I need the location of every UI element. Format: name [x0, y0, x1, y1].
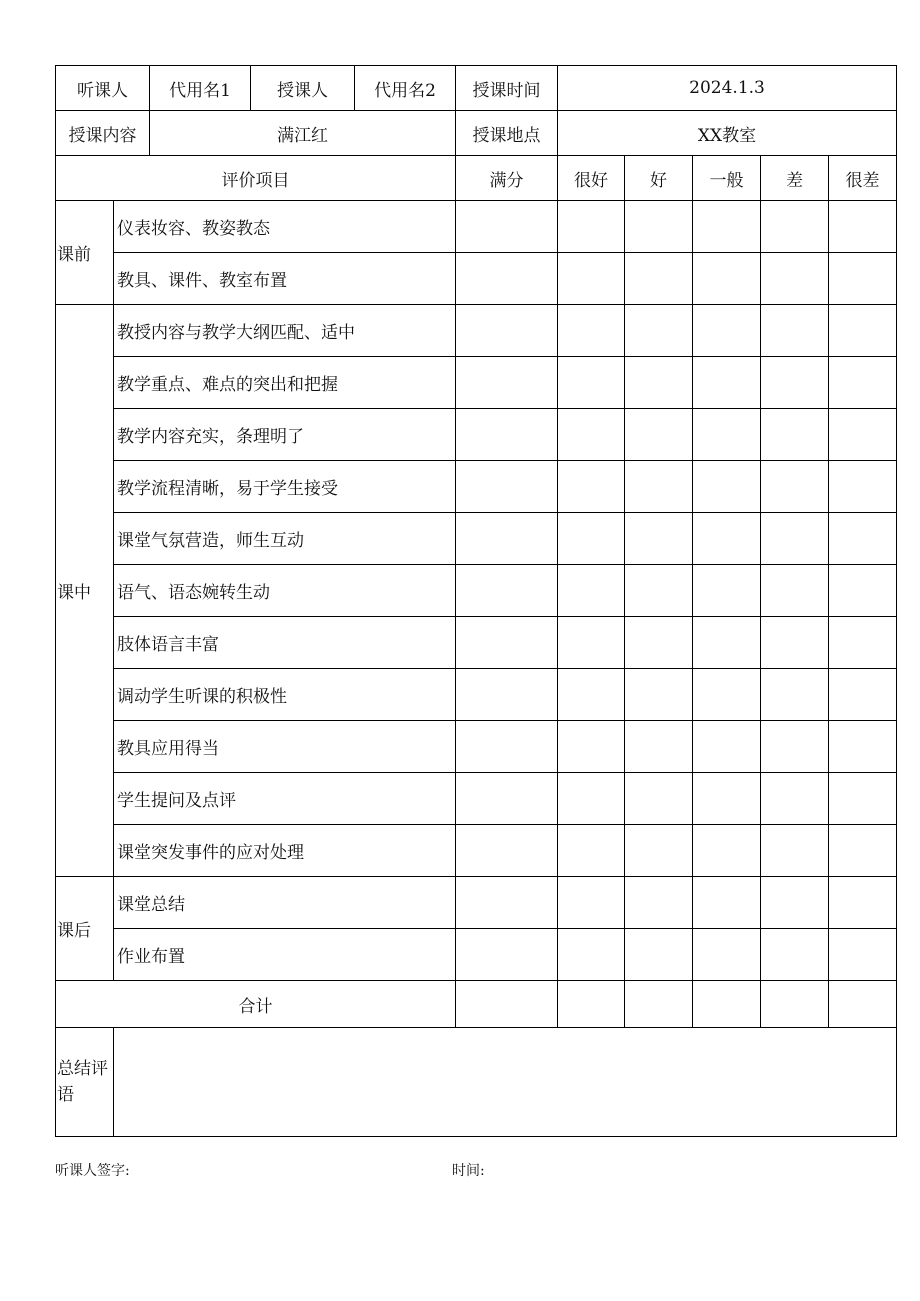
criterion-label: 课堂突发事件的应对处理	[114, 825, 456, 877]
evaluation-table	[55, 65, 897, 1137]
score-cell-very-good[interactable]	[558, 825, 625, 877]
signature-label: 听课人签字:	[55, 1163, 130, 1179]
score-cell-poor[interactable]	[761, 669, 829, 721]
section-label-after: 课后	[56, 877, 114, 981]
table-row	[56, 357, 897, 409]
score-cell-average[interactable]	[693, 617, 761, 669]
score-cell-good[interactable]	[625, 825, 693, 877]
score-cell-very-poor[interactable]	[829, 357, 897, 409]
score-cell-poor[interactable]	[761, 305, 829, 357]
table-row	[56, 929, 897, 981]
time-label: 授课时间	[456, 66, 558, 111]
column-header-very-poor: 很差	[829, 156, 897, 201]
score-cell-very-good[interactable]	[558, 617, 625, 669]
score-cell-full[interactable]	[456, 305, 558, 357]
column-header-full: 满分	[456, 156, 558, 201]
score-cell-very-good[interactable]	[558, 357, 625, 409]
score-cell-poor[interactable]	[761, 201, 829, 253]
criterion-label: 教学内容充实，条理明了	[114, 409, 456, 461]
score-cell-average[interactable]	[693, 565, 761, 617]
score-cell-poor[interactable]	[761, 617, 829, 669]
score-cell-average[interactable]	[693, 305, 761, 357]
score-cell-poor[interactable]	[761, 253, 829, 305]
score-cell-good[interactable]	[625, 929, 693, 981]
score-cell-average[interactable]	[693, 721, 761, 773]
column-header-good: 好	[625, 156, 693, 201]
score-cell-full[interactable]	[456, 929, 558, 981]
score-cell-average[interactable]	[693, 929, 761, 981]
score-cell-poor[interactable]	[761, 409, 829, 461]
column-header-poor: 差	[761, 156, 829, 201]
score-cell-average[interactable]	[693, 357, 761, 409]
score-cell-very-poor[interactable]	[829, 877, 897, 929]
criterion-label: 教学重点、难点的突出和把握	[114, 357, 456, 409]
score-cell-full[interactable]	[456, 513, 558, 565]
table-row	[56, 305, 897, 357]
criterion-label: 仪表妆容、教姿教态	[114, 201, 456, 253]
total-cell-very-poor[interactable]	[829, 981, 897, 1028]
score-cell-very-poor[interactable]	[829, 461, 897, 513]
score-cell-full[interactable]	[456, 409, 558, 461]
table-row	[56, 669, 897, 721]
section-label-during: 课中	[56, 305, 114, 877]
score-cell-very-good[interactable]	[558, 305, 625, 357]
table-row	[56, 409, 897, 461]
table-row	[56, 201, 897, 253]
score-cell-full[interactable]	[456, 721, 558, 773]
score-cell-good[interactable]	[625, 201, 693, 253]
criterion-label: 教具应用得当	[114, 721, 456, 773]
score-cell-poor[interactable]	[761, 773, 829, 825]
score-cell-average[interactable]	[693, 669, 761, 721]
score-cell-full[interactable]	[456, 617, 558, 669]
footer-time-label: 时间:	[452, 1163, 485, 1179]
criterion-label: 教具、课件、教室布置	[114, 253, 456, 305]
location-value[interactable]: XX教室	[558, 111, 897, 156]
score-cell-full[interactable]	[456, 669, 558, 721]
score-cell-good[interactable]	[625, 877, 693, 929]
score-cell-very-good[interactable]	[558, 409, 625, 461]
score-cell-average[interactable]	[693, 253, 761, 305]
summary-comment-field[interactable]	[114, 1028, 897, 1137]
score-cell-poor[interactable]	[761, 929, 829, 981]
score-cell-very-good[interactable]	[558, 461, 625, 513]
teacher-label: 授课人	[251, 66, 355, 111]
section-label-before: 课前	[56, 201, 114, 305]
table-row	[56, 773, 897, 825]
criterion-label: 肢体语言丰富	[114, 617, 456, 669]
score-cell-very-poor[interactable]	[829, 253, 897, 305]
score-cell-very-good[interactable]	[558, 773, 625, 825]
criterion-label: 教授内容与教学大纲匹配、适中	[114, 305, 456, 357]
score-cell-good[interactable]	[625, 253, 693, 305]
table-row	[56, 513, 897, 565]
total-cell-full[interactable]	[456, 981, 558, 1028]
score-cell-very-good[interactable]	[558, 513, 625, 565]
criterion-label: 课堂气氛营造，师生互动	[114, 513, 456, 565]
score-cell-average[interactable]	[693, 825, 761, 877]
listener-label: 听课人	[56, 66, 150, 111]
criterion-label: 调动学生听课的积极性	[114, 669, 456, 721]
score-cell-very-poor[interactable]	[829, 825, 897, 877]
score-cell-poor[interactable]	[761, 513, 829, 565]
listener-value[interactable]: 代用名1	[150, 66, 251, 111]
score-cell-very-good[interactable]	[558, 201, 625, 253]
column-header-average: 一般	[693, 156, 761, 201]
score-cell-very-good[interactable]	[558, 669, 625, 721]
score-cell-very-poor[interactable]	[829, 617, 897, 669]
score-cell-average[interactable]	[693, 773, 761, 825]
table-row	[56, 565, 897, 617]
score-cell-very-poor[interactable]	[829, 721, 897, 773]
location-label: 授课地点	[456, 111, 558, 156]
score-cell-average[interactable]	[693, 409, 761, 461]
score-cell-good[interactable]	[625, 305, 693, 357]
score-cell-poor[interactable]	[761, 721, 829, 773]
score-cell-very-good[interactable]	[558, 929, 625, 981]
score-cell-full[interactable]	[456, 461, 558, 513]
content-value[interactable]: 满江红	[150, 111, 456, 156]
score-cell-full[interactable]	[456, 201, 558, 253]
score-cell-good[interactable]	[625, 513, 693, 565]
criterion-label: 作业布置	[114, 929, 456, 981]
score-cell-average[interactable]	[693, 201, 761, 253]
score-cell-very-poor[interactable]	[829, 409, 897, 461]
score-cell-full[interactable]	[456, 357, 558, 409]
score-cell-good[interactable]	[625, 409, 693, 461]
score-cell-poor[interactable]	[761, 565, 829, 617]
score-cell-very-poor[interactable]	[829, 929, 897, 981]
score-cell-average[interactable]	[693, 513, 761, 565]
score-cell-very-good[interactable]	[558, 565, 625, 617]
score-cell-average[interactable]	[693, 877, 761, 929]
score-cell-full[interactable]	[456, 825, 558, 877]
score-cell-very-poor[interactable]	[829, 513, 897, 565]
score-cell-poor[interactable]	[761, 825, 829, 877]
score-cell-poor[interactable]	[761, 357, 829, 409]
time-value[interactable]: 2024.1.3	[558, 66, 897, 111]
table-row	[56, 461, 897, 513]
teacher-value[interactable]: 代用名2	[355, 66, 456, 111]
score-cell-full[interactable]	[456, 565, 558, 617]
table-row	[56, 617, 897, 669]
score-cell-good[interactable]	[625, 773, 693, 825]
score-cell-good[interactable]	[625, 565, 693, 617]
table-row	[56, 721, 897, 773]
criterion-label: 学生提问及点评	[114, 773, 456, 825]
score-cell-poor[interactable]	[761, 877, 829, 929]
total-cell-poor[interactable]	[761, 981, 829, 1028]
total-label: 合计	[56, 981, 456, 1028]
score-cell-good[interactable]	[625, 617, 693, 669]
score-cell-very-poor[interactable]	[829, 305, 897, 357]
summary-row	[56, 1028, 897, 1137]
score-cell-very-poor[interactable]	[829, 565, 897, 617]
score-cell-average[interactable]	[693, 461, 761, 513]
score-cell-full[interactable]	[456, 253, 558, 305]
content-label: 授课内容	[56, 111, 150, 156]
score-cell-very-good[interactable]	[558, 877, 625, 929]
criterion-label: 教学流程清晰，易于学生接受	[114, 461, 456, 513]
criterion-label: 课堂总结	[114, 877, 456, 929]
total-cell-good[interactable]	[625, 981, 693, 1028]
score-cell-good[interactable]	[625, 721, 693, 773]
score-cell-full[interactable]	[456, 877, 558, 929]
score-cell-very-poor[interactable]	[829, 669, 897, 721]
total-row	[56, 981, 897, 1028]
score-cell-full[interactable]	[456, 773, 558, 825]
total-cell-very-good[interactable]	[558, 981, 625, 1028]
score-cell-good[interactable]	[625, 669, 693, 721]
table-row	[56, 825, 897, 877]
table-row	[56, 253, 897, 305]
score-cell-very-good[interactable]	[558, 253, 625, 305]
score-cell-poor[interactable]	[761, 461, 829, 513]
score-cell-very-good[interactable]	[558, 721, 625, 773]
score-cell-good[interactable]	[625, 357, 693, 409]
criterion-label: 语气、语态婉转生动	[114, 565, 456, 617]
table-row	[56, 877, 897, 929]
total-cell-average[interactable]	[693, 981, 761, 1028]
column-header-very-good: 很好	[558, 156, 625, 201]
summary-label: 总结评语	[56, 1028, 114, 1137]
column-header-item: 评价项目	[56, 156, 456, 201]
score-cell-good[interactable]	[625, 461, 693, 513]
score-cell-very-poor[interactable]	[829, 773, 897, 825]
score-cell-very-poor[interactable]	[829, 201, 897, 253]
